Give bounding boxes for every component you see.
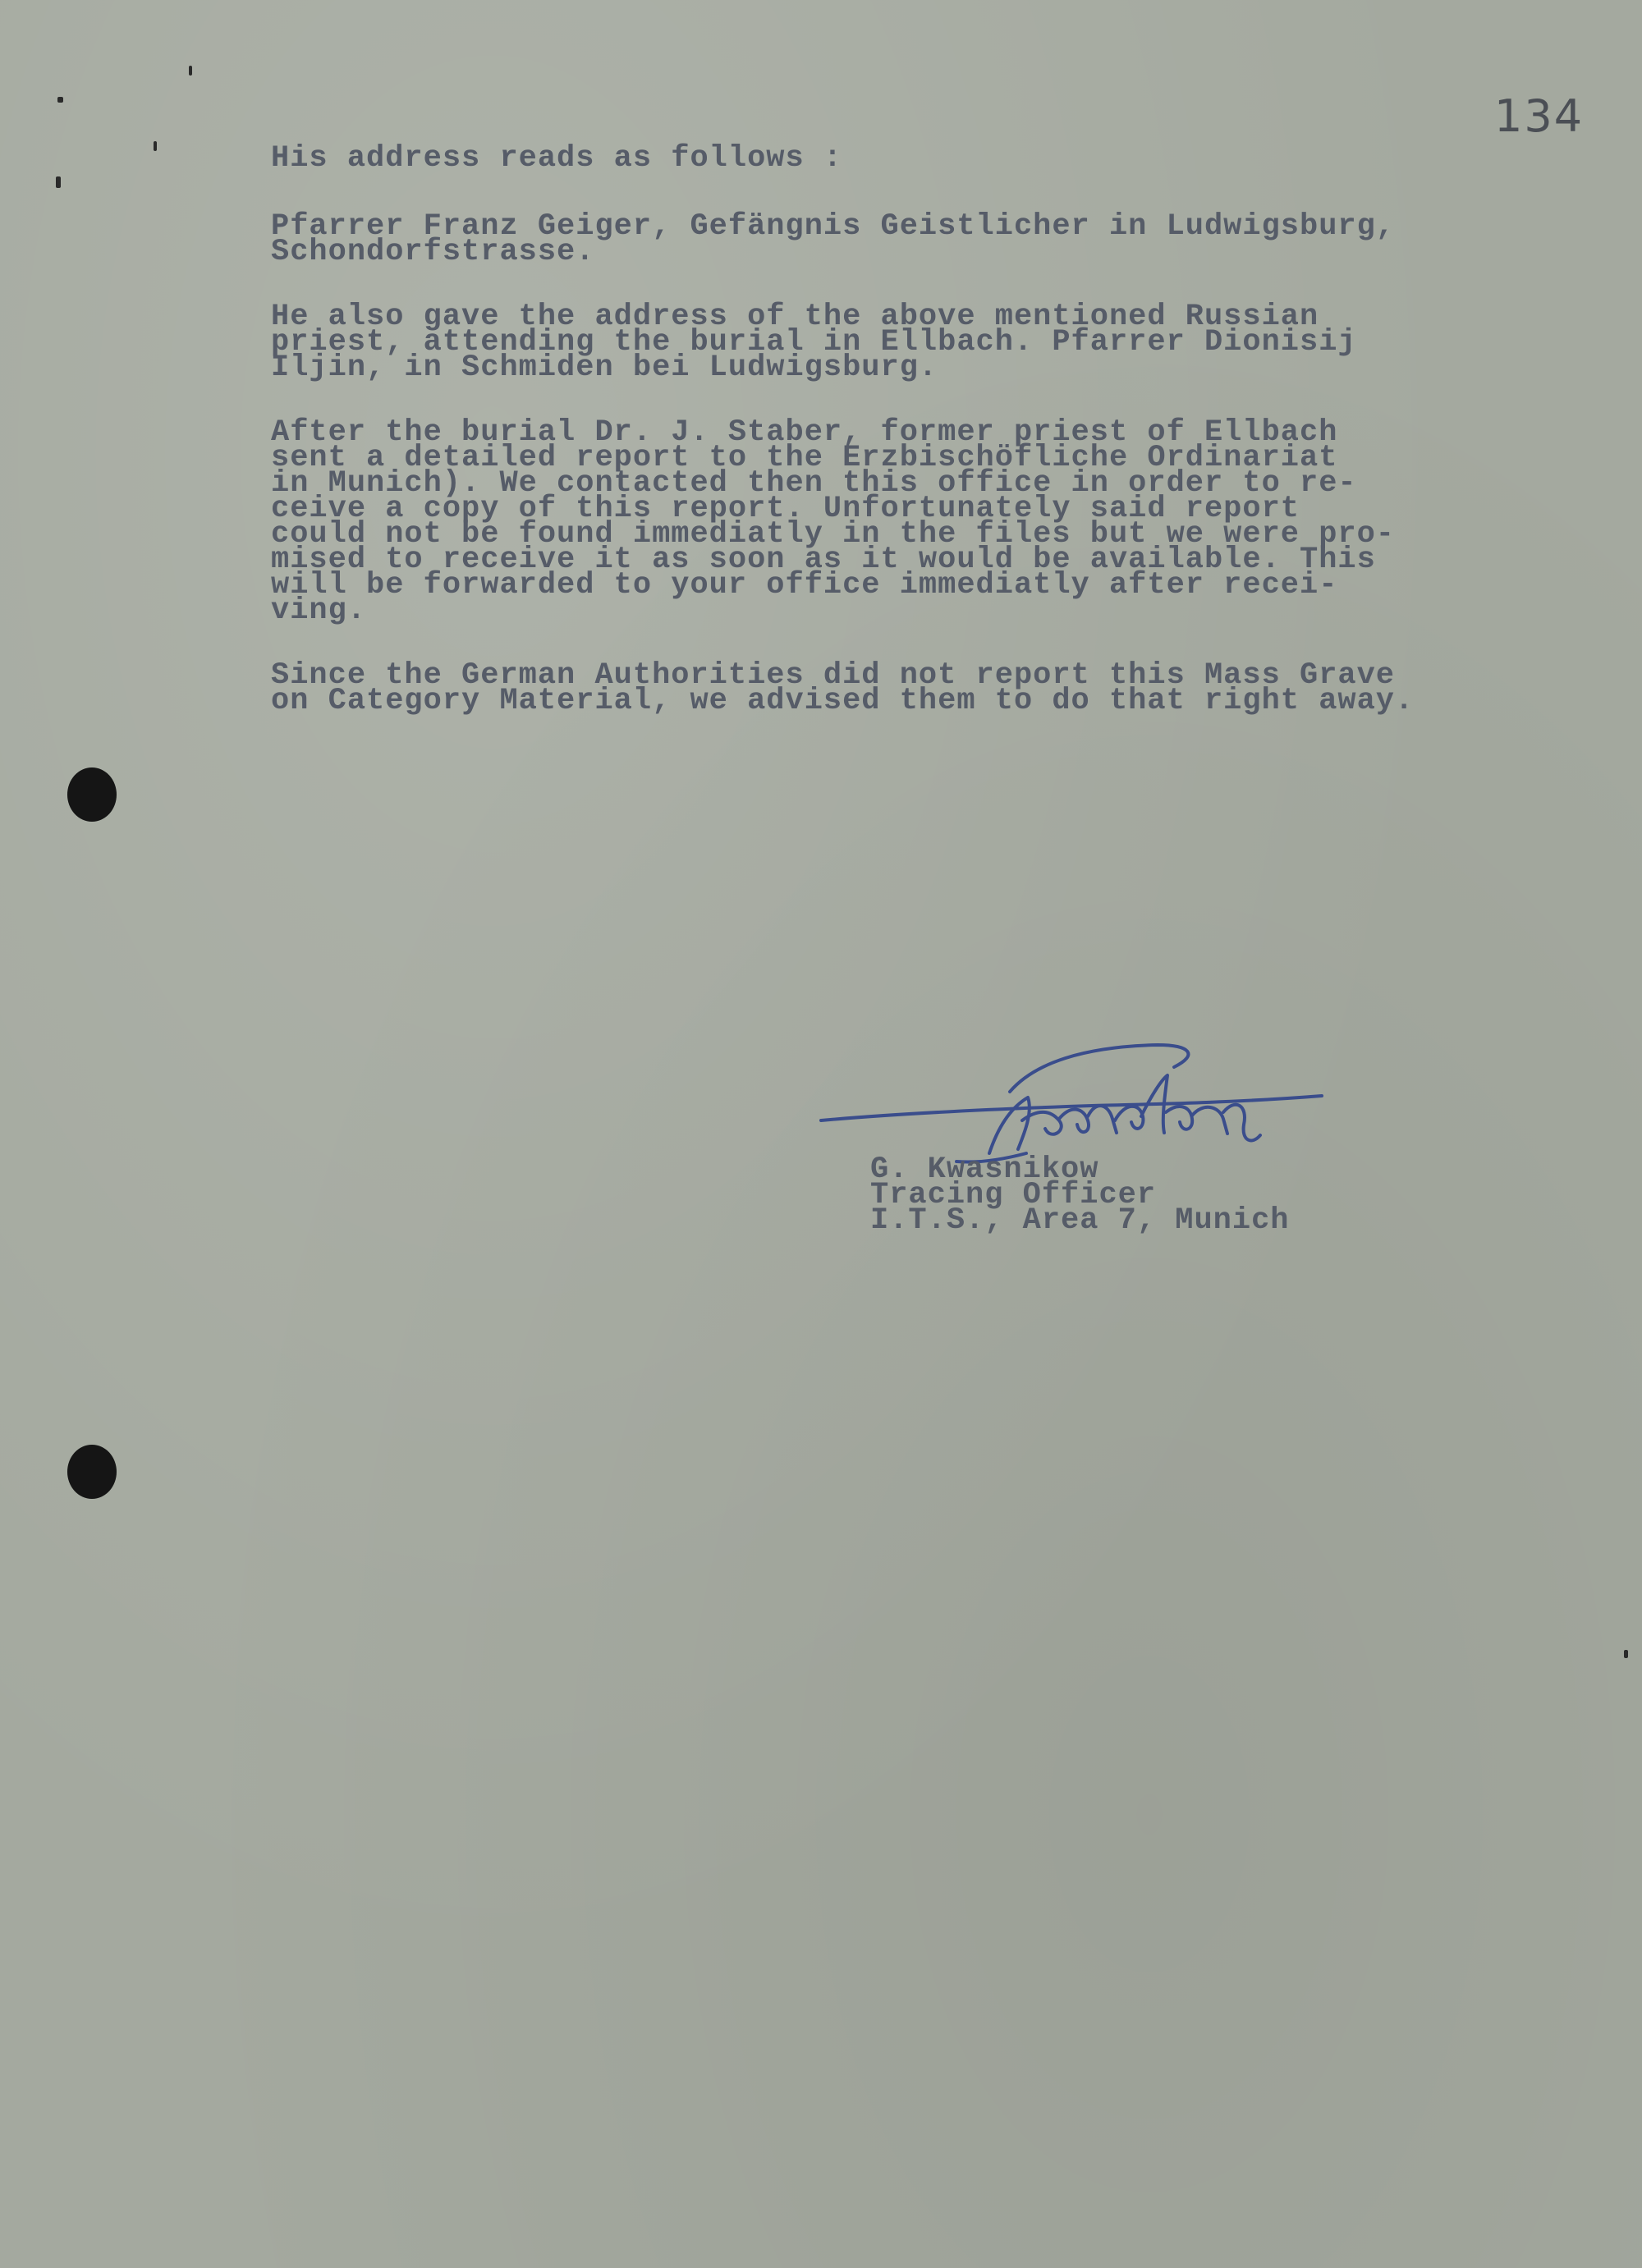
punch-hole bbox=[67, 1445, 117, 1499]
paragraph: He also gave the address of the above mentioned Russian priest, attending the burial in Ellbach. Pfarrer Dionisij Iljin, in Schmiden bei Ludwigsburg. bbox=[271, 300, 1357, 385]
letter-body bbox=[271, 141, 1568, 718]
signatory-organization: I.T.S., Area 7, Munich bbox=[870, 1203, 1290, 1238]
paper-speck bbox=[57, 97, 63, 103]
paragraph: Pfarrer Franz Geiger, Gefängnis Geistlicher in Ludwigsburg, Schondorfstrasse. bbox=[271, 209, 1396, 269]
paper-speck bbox=[1624, 1650, 1628, 1658]
paragraph: Since the German Authorities did not report this Mass Grave on Category Material, we advised them to do that right away. bbox=[271, 658, 1415, 718]
signatory-title: Tracing Officer bbox=[870, 1178, 1157, 1212]
paragraph: After the burial Dr. J. Staber, former priest of Ellbach sent a detailed report to the Erzbischöfliche Ordinariat in Munich). We contacted then this office in order to re- ceive a copy of this report. Unfortunately said report could not be found immediatly in the files but we were pro- mised to receive it as soon as it would be available. This will be forwarded to your office immediatly after recei- ving. bbox=[271, 415, 1396, 628]
paper-speck bbox=[56, 176, 61, 188]
punch-hole bbox=[67, 767, 117, 822]
paragraph: His address reads as follows : bbox=[271, 141, 843, 176]
signature-block bbox=[870, 1152, 1290, 1238]
signatory-name: G. Kwasnikow bbox=[870, 1152, 1099, 1187]
page-number: 134 bbox=[1494, 90, 1585, 142]
paper-speck bbox=[189, 66, 192, 76]
paper-speck bbox=[154, 141, 157, 151]
